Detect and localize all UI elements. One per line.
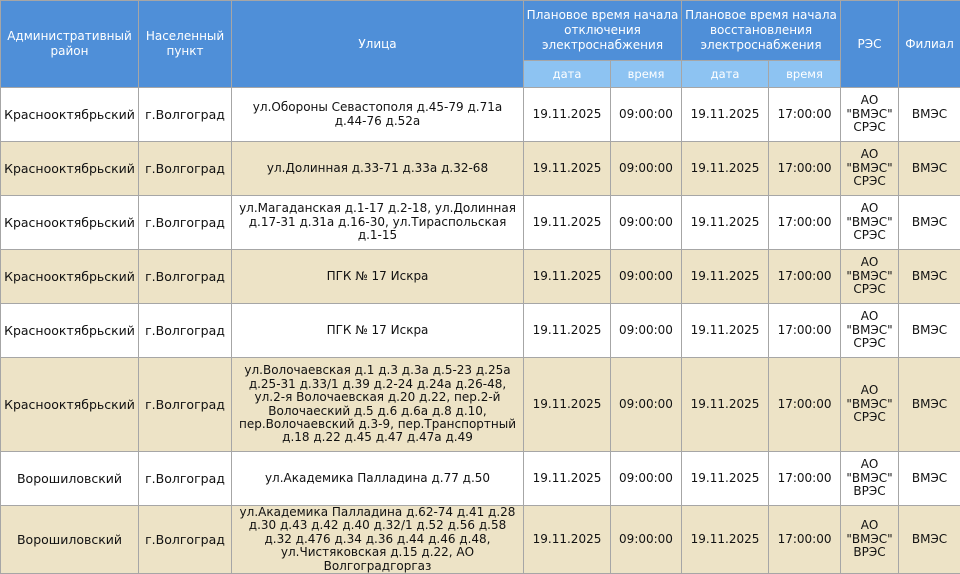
street-cell: ул.Долинная д.33-71 д.33а д.32-68 <box>232 142 524 196</box>
res-cell: АО "ВМЭС" СРЭС <box>841 196 899 250</box>
off-time-cell: 09:00:00 <box>611 506 682 574</box>
off-time-cell: 09:00:00 <box>611 142 682 196</box>
on-date-cell: 19.11.2025 <box>682 304 769 358</box>
branch-cell: ВМЭС <box>899 452 960 506</box>
on-date-cell: 19.11.2025 <box>682 196 769 250</box>
col-on-date-header[interactable]: дата <box>682 61 769 88</box>
table-row <box>1 196 960 250</box>
col-res-header[interactable]: РЭС <box>841 1 899 88</box>
on-time-cell: 17:00:00 <box>769 250 841 304</box>
off-date-cell: 19.11.2025 <box>524 506 611 574</box>
branch-cell: ВМЭС <box>899 506 960 574</box>
col-locality-header[interactable]: Населенный пункт <box>139 1 232 88</box>
on-date-cell: 19.11.2025 <box>682 142 769 196</box>
table-body <box>1 88 960 574</box>
table-row <box>1 452 960 506</box>
off-date-cell: 19.11.2025 <box>524 196 611 250</box>
district-cell: Ворошиловский <box>1 506 139 574</box>
table-row <box>1 88 960 142</box>
off-time-cell: 09:00:00 <box>611 304 682 358</box>
on-date-cell: 19.11.2025 <box>682 88 769 142</box>
header-row <box>1 1 960 61</box>
district-cell: Краснооктябрьский <box>1 304 139 358</box>
district-cell: Краснооктябрьский <box>1 88 139 142</box>
col-on-time-header[interactable]: время <box>769 61 841 88</box>
branch-cell: ВМЭС <box>899 358 960 452</box>
locality-cell: г.Волгоград <box>139 304 232 358</box>
on-date-cell: 19.11.2025 <box>682 250 769 304</box>
table-row <box>1 250 960 304</box>
col-district-header[interactable]: Административный район <box>1 1 139 88</box>
table-header <box>1 1 960 88</box>
res-cell: АО "ВМЭС" СРЭС <box>841 88 899 142</box>
col-planned-off-header[interactable]: Плановое время начала отключения электроснабжения <box>524 1 682 61</box>
street-cell: ул.Академика Палладина д.62-74 д.41 д.28 д.30 д.43 д.42 д.40 д.32/1 д.52 д.56 д.58 д.32 д.476 д.34 д.36 д.44 д.46 д.48, ул.Чистяковская д.15 д.22, АО Волгоградгоргаз <box>232 506 524 574</box>
street-cell: ул.Обороны Севастополя д.45-79 д.71а д.44-76 д.52а <box>232 88 524 142</box>
on-time-cell: 17:00:00 <box>769 358 841 452</box>
off-date-cell: 19.11.2025 <box>524 250 611 304</box>
off-date-cell: 19.11.2025 <box>524 88 611 142</box>
on-time-cell: 17:00:00 <box>769 88 841 142</box>
locality-cell: г.Волгоград <box>139 452 232 506</box>
district-cell: Краснооктябрьский <box>1 250 139 304</box>
table-row <box>1 304 960 358</box>
table-row <box>1 142 960 196</box>
locality-cell: г.Волгоград <box>139 196 232 250</box>
off-date-cell: 19.11.2025 <box>524 452 611 506</box>
on-date-cell: 19.11.2025 <box>682 506 769 574</box>
res-cell: АО "ВМЭС" СРЭС <box>841 142 899 196</box>
on-time-cell: 17:00:00 <box>769 506 841 574</box>
col-off-date-header[interactable]: дата <box>524 61 611 88</box>
district-cell: Ворошиловский <box>1 452 139 506</box>
off-date-cell: 19.11.2025 <box>524 142 611 196</box>
street-cell: ПГК № 17 Искра <box>232 304 524 358</box>
district-cell: Краснооктябрьский <box>1 196 139 250</box>
locality-cell: г.Волгоград <box>139 88 232 142</box>
res-cell: АО "ВМЭС" СРЭС <box>841 304 899 358</box>
on-time-cell: 17:00:00 <box>769 304 841 358</box>
col-street-header[interactable]: Улица <box>232 1 524 88</box>
street-cell: ул.Магаданская д.1-17 д.2-18, ул.Долинная д.17-31 д.31а д.16-30, ул.Тираспольская д.1-15 <box>232 196 524 250</box>
locality-cell: г.Волгоград <box>139 358 232 452</box>
district-cell: Краснооктябрьский <box>1 358 139 452</box>
branch-cell: ВМЭС <box>899 250 960 304</box>
col-branch-header[interactable]: Филиал <box>899 1 960 88</box>
res-cell: АО "ВМЭС" СРЭС <box>841 358 899 452</box>
locality-cell: г.Волгоград <box>139 142 232 196</box>
res-cell: АО "ВМЭС" СРЭС <box>841 250 899 304</box>
off-time-cell: 09:00:00 <box>611 358 682 452</box>
branch-cell: ВМЭС <box>899 88 960 142</box>
res-cell: АО "ВМЭС" ВРЭС <box>841 506 899 574</box>
col-planned-on-header[interactable]: Плановое время начала восстановления электроснабжения <box>682 1 841 61</box>
district-cell: Краснооктябрьский <box>1 142 139 196</box>
off-date-cell: 19.11.2025 <box>524 358 611 452</box>
locality-cell: г.Волгоград <box>139 250 232 304</box>
branch-cell: ВМЭС <box>899 142 960 196</box>
col-off-time-header[interactable]: время <box>611 61 682 88</box>
street-cell: ул.Академика Палладина д.77 д.50 <box>232 452 524 506</box>
on-time-cell: 17:00:00 <box>769 142 841 196</box>
on-date-cell: 19.11.2025 <box>682 452 769 506</box>
branch-cell: ВМЭС <box>899 196 960 250</box>
street-cell: ул.Волочаевская д.1 д.3 д.3а д.5-23 д.25а д.25-31 д.33/1 д.39 д.2-24 д.24а д.26-48, ул.2-я Волочаевская д.20 д.22, пер.2-й Волочаеский д.5 д.6 д.6а д.8 д.10, пер.Волочаевский д.3-9, пер.Транспортный д.18 д.22 д.45 д.47 д.47а д.49 <box>232 358 524 452</box>
street-cell: ПГК № 17 Искра <box>232 250 524 304</box>
branch-cell: ВМЭС <box>899 304 960 358</box>
off-time-cell: 09:00:00 <box>611 452 682 506</box>
table-row <box>1 506 960 574</box>
table-row <box>1 358 960 452</box>
off-time-cell: 09:00:00 <box>611 196 682 250</box>
res-cell: АО "ВМЭС" ВРЭС <box>841 452 899 506</box>
off-time-cell: 09:00:00 <box>611 88 682 142</box>
on-time-cell: 17:00:00 <box>769 452 841 506</box>
on-time-cell: 17:00:00 <box>769 196 841 250</box>
off-date-cell: 19.11.2025 <box>524 304 611 358</box>
on-date-cell: 19.11.2025 <box>682 358 769 452</box>
off-time-cell: 09:00:00 <box>611 250 682 304</box>
locality-cell: г.Волгоград <box>139 506 232 574</box>
